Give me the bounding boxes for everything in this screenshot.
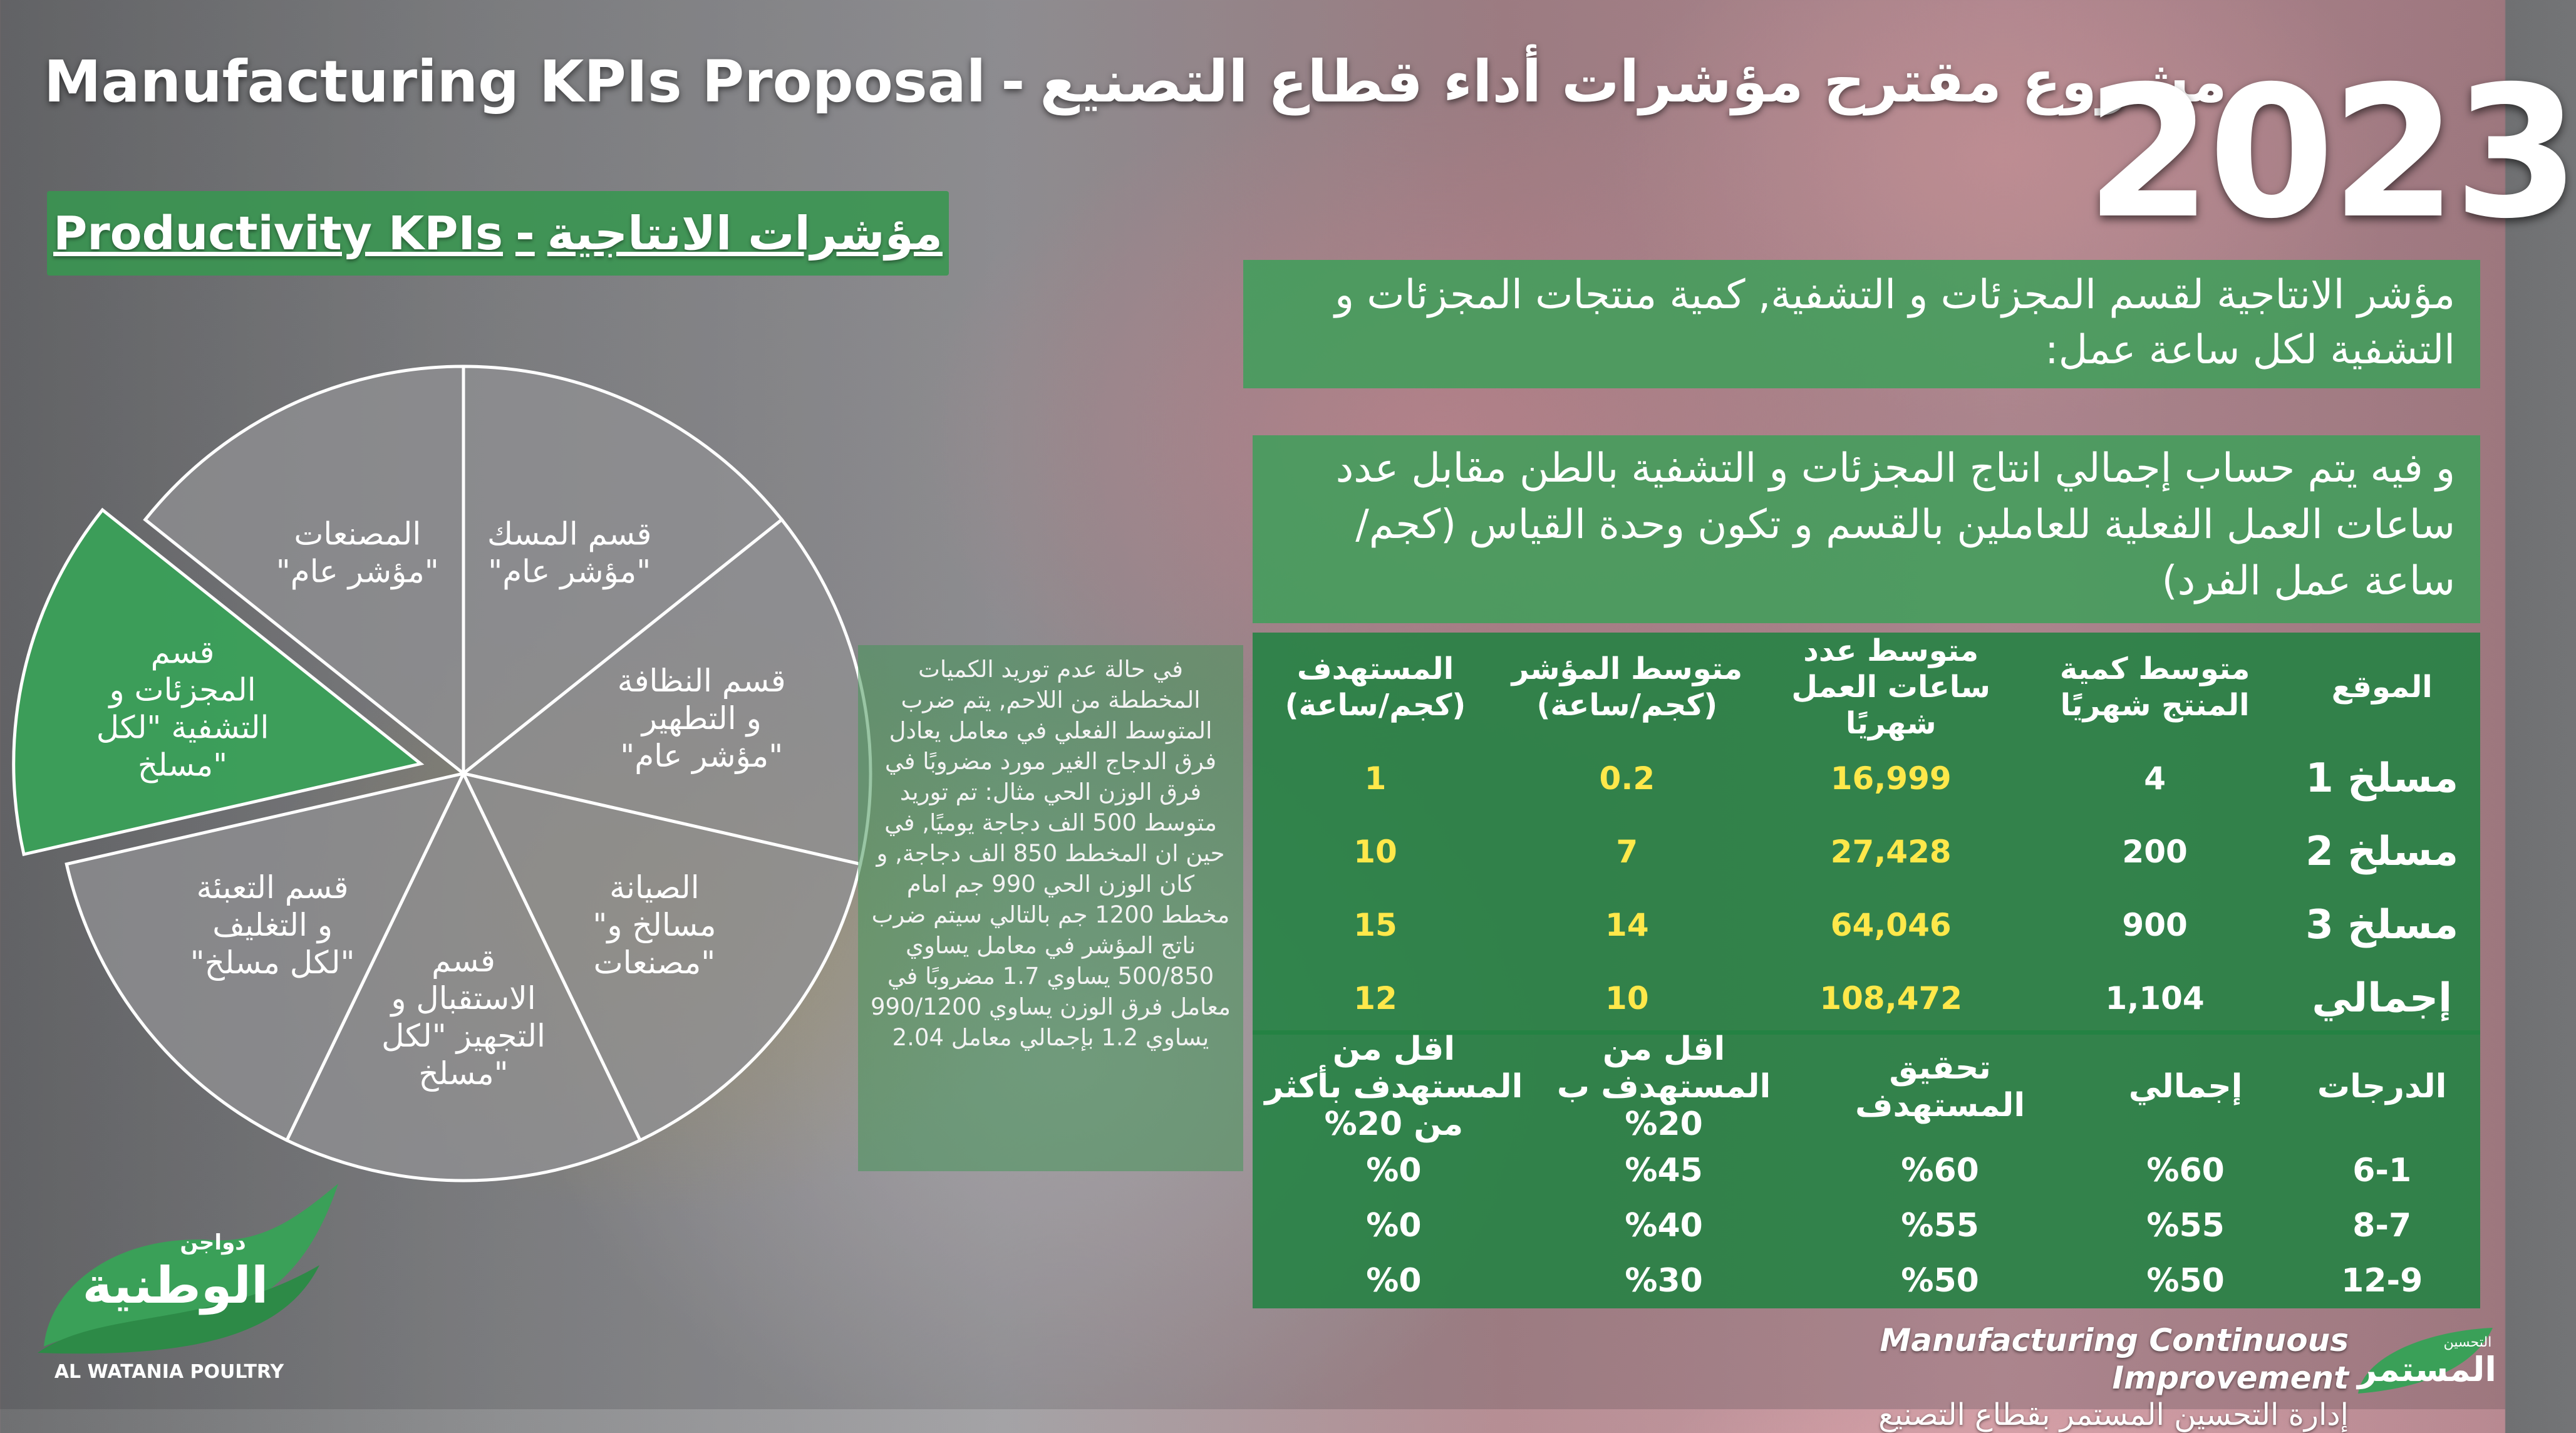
year-label: 2023 [2086,48,2576,259]
pie-segment-label-line: المجزئات و [109,671,256,708]
pie-segment-label-line: مسلخ" [418,1055,509,1092]
table-row-total [1253,961,2480,1035]
table-row [1253,1143,2480,1198]
footer [1691,1322,2349,1432]
pie-segment-label-line: "مؤشر عام" [488,553,651,590]
row-site: إجمالي [2312,975,2453,1022]
kpi-table-header [1253,633,2480,742]
logo-right-small: التحسين [2443,1335,2492,1350]
table-row [1253,1253,2480,1308]
footer-en: Manufacturing Continuous Improvement [1880,1322,2349,1396]
section-title-ar: مؤشرات الانتاجية [547,206,943,261]
pie-segment-label-line: مصنعات" [593,944,716,981]
row-site: مسلخ 1 [2305,755,2459,802]
kpi-definition-box [1243,260,2480,388]
pie-segment-label [190,869,355,981]
header-total: إجمالي [2128,1068,2243,1105]
row-target: 15 [1353,906,1397,943]
row-less20: %30 [1625,1262,1703,1300]
pie-segment-label-line: و التغليف [212,907,333,944]
row-hours: 108,472 [1819,980,1963,1017]
table-row [1253,742,2480,815]
row-total: %50 [2146,1262,2225,1300]
adjustment-note-text: في حالة عدم توريد الكميات المخططة من اللاحم, يتم ضرب المتوسط الفعلي في معامل يعادل فرق الدجاج الغير مورد مضروبًا في فرق الوزن الحي مثال: تم توريد متوسط 500 الف دجاجة يوميًا, في حين ان المخطط 850 الف دجاجة, و كان الوزن الحي 990 جم امام مخطط 1200 جم بالتالي سيتم ضرب ناتج المؤشر في معامل يساوي 500/850 يساوي 1.7 مضروبًا في معامل فرق الوزن يساوي 990/1200 يساوي 1.2 بإجمالي معامل 2.04 [871,656,1231,1051]
row-hours: 64,046 [1830,906,1952,943]
row-achieve: %50 [1901,1262,1979,1300]
row-avg: 14 [1605,906,1649,943]
grade-table [1253,1030,2480,1308]
continuous-improvement-logo [2352,1325,2496,1400]
row-hours: 16,999 [1830,760,1952,797]
title-en: Manufacturing KPIs Proposal [44,48,986,115]
row-hours: 27,428 [1830,833,1952,870]
pie-segment-label-line: "مؤشر عام" [620,738,784,775]
row-less20: %40 [1625,1207,1703,1244]
header-grade: الدرجات [2317,1068,2447,1105]
row-qty: 4 [2144,760,2166,797]
row-avg: 0.2 [1599,760,1655,797]
row-total: %55 [2146,1207,2225,1244]
header-more20: اقل من المستهدف بأكثر من 20% [1265,1030,1523,1143]
pie-segment-label-line: قسم المسك [487,515,652,552]
pie-segment-label-line: قسم [150,634,215,671]
header-less20: اقل من المستهدف ب 20% [1556,1030,1771,1143]
row-total: %60 [2146,1152,2225,1189]
title-ar: مشروع مقترح مؤشرات أداء قطاع التصنيع [1040,48,2227,115]
logo-right-big: المستمر [2357,1350,2496,1389]
pie-segment-label-line: قسم النظافة [617,663,786,700]
table-row [1253,888,2480,961]
row-achieve: %60 [1901,1152,1979,1189]
row-qty: 900 [2122,906,2188,943]
logo-ar-small: دواجن [180,1230,246,1255]
row-target: 12 [1353,980,1397,1017]
pie-segment-label-line: المصنعات [294,515,422,552]
row-target: 10 [1353,833,1397,870]
pie-segment-label-line: و التطهير [641,700,762,737]
header-avg: متوسط المؤشر (كجم/ساعة) [1511,651,1743,723]
pie-segment-label-line: التجهيز "لكل [381,1018,546,1054]
pie-segment-label-line: "مؤشر عام" [276,553,439,590]
pie-segment-label-line: الصيانة [609,869,700,906]
section-title-separator: - [515,206,535,261]
adjustment-note-box [858,645,1243,1171]
header-site: الموقع [2331,670,2433,705]
kpi-table [1253,633,2480,1035]
row-site: مسلخ 2 [2305,828,2459,875]
section-title-en: Productivity KPIs [53,206,504,261]
row-qty: 200 [2122,833,2188,870]
header-target: المستهدف (كجم/ساعة) [1285,651,1466,723]
row-avg: 7 [1616,833,1638,870]
row-grade: 12-9 [2341,1262,2423,1300]
header-qty: متوسط كمية المنتج شهريًا [2059,651,2250,723]
row-achieve: %55 [1901,1207,1979,1244]
header-hours: متوسط عدد ساعات العمل شهريًا [1791,633,1990,741]
row-grade: 6-1 [2352,1152,2412,1189]
pie-segment-label [618,663,786,774]
pie-segment-label-line: الاستقبال و [391,980,536,1017]
footer-ar: إدارة التحسين المستمر بقطاع التصنيع [1878,1397,2349,1432]
pie-segment-label-line: "لكل مسلخ" [190,944,355,981]
pie-segment-label-line: مسلخ" [137,747,228,784]
row-grade: 8-7 [2352,1207,2412,1244]
row-more20: %0 [1366,1207,1422,1244]
pie-segment-label-line: "مسالخ و [592,907,716,944]
row-target: 1 [1364,760,1387,797]
pie-segment-label-line: قسم [432,943,495,979]
row-avg: 10 [1605,980,1649,1017]
row-less20: %45 [1625,1152,1703,1189]
kpi-definition-text: مؤشر الانتاجية لقسم المجزئات و التشفية, كمية منتجات المجزئات و التشفية لكل ساعة عمل: [1335,272,2455,373]
kpi-calculation-box [1253,435,2480,623]
logo-en: AL WATANIA POULTRY [54,1361,284,1383]
logo-ar-big: الوطنية [82,1256,269,1315]
row-more20: %0 [1366,1152,1422,1189]
title-separator: - [1001,48,1025,115]
table-row [1253,815,2480,888]
pie-segment-label [592,869,716,981]
kpi-calculation-text: و فيه يتم حساب إجمالي انتاج المجزئات و التشفية بالطن مقابل عدد ساعات العمل الفعلية للعاملين بالقسم و تكون وحدة القياس (كجم/ساعة عمل الفرد) [1335,445,2455,604]
page-title [44,38,2227,125]
header-achieve: تحقيق المستهدف [1855,1049,2025,1124]
pie-segment-label-line: التشفية "لكل [96,709,269,746]
al-watania-logo [25,1184,351,1390]
table-row [1253,1198,2480,1253]
row-qty: 1,104 [2105,980,2205,1017]
section-title [47,191,949,276]
row-site: مسلخ 3 [2305,901,2459,948]
pie-segment-label-line: قسم التعبئة [196,869,349,906]
departments-pie [0,351,883,1209]
grade-table-header [1253,1030,2480,1143]
row-more20: %0 [1366,1262,1422,1300]
